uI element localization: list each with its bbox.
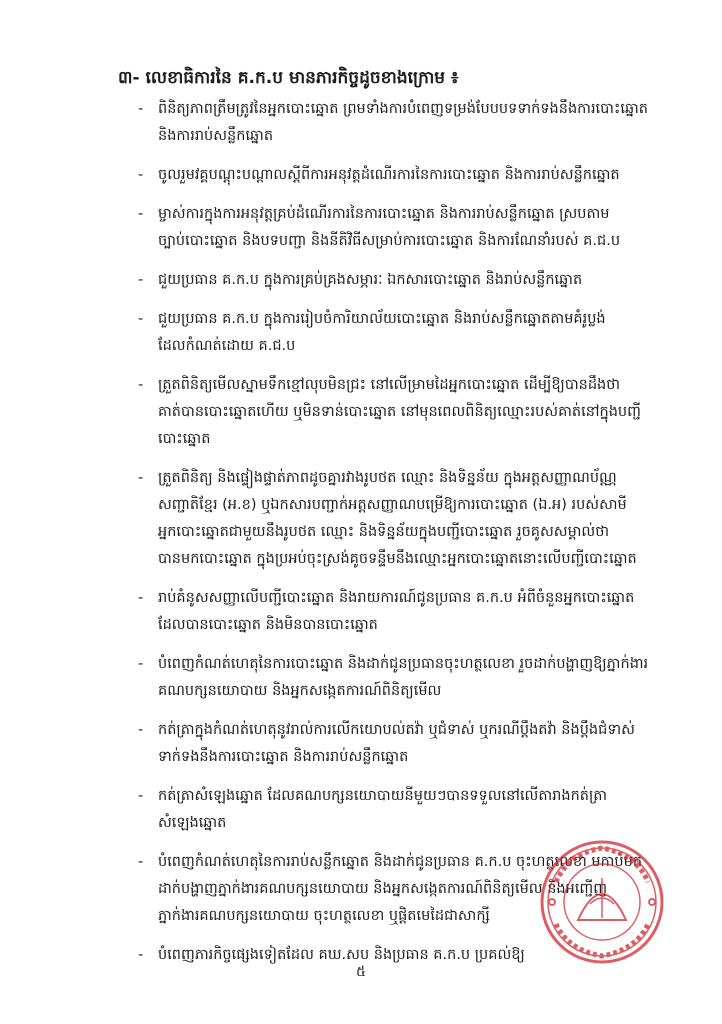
bullet-dash: - (138, 722, 144, 738)
bullet-dash: - (138, 206, 144, 222)
duty-text-line: កត់ត្រាសំឡេងឆ្នោត ដែលគណបក្សនយោបាយនីមួយៗបានទទួលនៅលើតារាងកត់ត្រា (158, 788, 608, 804)
duty-item (138, 585, 690, 639)
duty-text-line: បំពេញកំណត់ហេតុនៃការបោះឆ្នោត និងដាក់ជូនប្រធានចុះហត្ថលេខា រួចដាក់បង្ហាញឱ្យភ្នាក់ងារ (158, 656, 649, 672)
duty-text-line: បំពេញកំណត់ហេតុនៃការរាប់សន្លឹកឆ្នោត និងដាក់ជូនប្រធាន គ.ក.ប ចុះហត្ថលេខា មកាប់មក (158, 854, 643, 870)
bullet-dash: - (138, 788, 144, 804)
bullet-dash: - (138, 656, 144, 672)
duty-item (138, 306, 690, 360)
duty-item (138, 267, 690, 294)
duty-text-line: សំឡេងឆ្នោត (158, 815, 227, 831)
duty-text-line: រាប់គំនូសសញ្ញាលើបញ្ជីបោះឆ្នោត និងរាយការណ៍ជូនប្រធាន គ.ក.ប អំពីចំនួនអ្នកបោះឆ្នោត (158, 590, 635, 606)
bullet-dash: - (138, 101, 144, 117)
duty-text-line: ម្ចាស់ការក្នុងការអនុវត្តគ្រប់ដំណើរការនៃការបោះឆ្នោត និងការរាប់សន្លឹកឆ្នោត ស្របតាម (158, 206, 610, 222)
bullet-dash: - (138, 590, 144, 606)
duty-item (138, 96, 690, 150)
section-heading: ៣- លេខាធិការនៃ គ.ក.ប មានភារកិច្ចដូចខាងក្រោម ៖ (118, 68, 459, 88)
duty-text-line: ចូលរួមវគ្គបណ្តុះបណ្តាលស្តីពីការអនុវត្តដំណើរការនៃការបោះឆ្នោត និងការរាប់សន្លឹកឆ្នោត (158, 167, 620, 183)
duty-text-line: ដែលបានបោះឆ្នោត និងមិនបានបោះឆ្នោត (158, 617, 378, 633)
bullet-dash: - (138, 311, 144, 327)
bullet-dash: - (138, 167, 144, 183)
duty-text-line: និងការរាប់សន្លឹកឆ្នោត (158, 128, 274, 144)
page-number: ៥ (356, 964, 366, 980)
duty-text-line: បោះឆ្នោត (158, 431, 211, 447)
duty-text-line: គាត់បានបោះឆ្នោតហើយ ឬមិនទាន់បោះឆ្នោត នៅមុនពេលពិនិត្យឈ្មោះរបស់គាត់នៅក្នុងបញ្ជី (158, 404, 641, 420)
duty-text-line: ភ្នាក់ងារគណបក្សនយោបាយ ចុះហត្ថលេខា ឬផ្តិតមេដៃជាសាក្សី (158, 908, 490, 924)
bullet-dash: - (138, 947, 144, 963)
official-seal-stamp (538, 838, 666, 966)
duty-item (138, 372, 690, 453)
duty-text-line: ជួយប្រធាន គ.ក.ប ក្នុងការរៀបចំការិយាល័យបោះឆ្នោត និងរាប់សន្លឹកឆ្នោតតាមគំរូប្លង់ (158, 311, 606, 327)
duty-text-line: ដាក់បង្ហាញភ្នាក់ងារគណបក្សនយោបាយ និងអ្នកសង្កេតការណ៍ពិនិត្យមើល និងអញ្ជើញ (158, 881, 608, 897)
duty-text-line: អ្នកបោះឆ្នោតជាមួយនឹងរូបថត ឈ្មោះ និងទិន្នន័យក្នុងបញ្ជីបោះឆ្នោត រួចគូសសម្គាល់ថា (158, 524, 610, 540)
duty-text-line: ដែលកំណត់ដោយ គ.ជ.ប (158, 338, 296, 354)
duty-text-line: បានមកបោះឆ្នោត ក្នុងប្រអប់ចុះស្រង់គូចទន្ទឹមនឹងឈ្មោះអ្នកបោះឆ្នោតនោះលើបញ្ជីបោះឆ្នោត (158, 551, 637, 567)
duty-text-line: បំពេញភារកិច្ចផ្សេងទៀតដែល គឃ.សប និងប្រធាន គ.ក.ប ប្រគល់ឱ្យ (158, 947, 525, 963)
duty-item (138, 162, 690, 189)
duty-text-line: ច្បាប់បោះឆ្នោត និងបទបញ្ជា និងនីតិវិធីសម្រាប់ការបោះឆ្នោត និងការណែនាំរបស់ គ.ជ.ប (158, 233, 621, 249)
duty-text-line: ពិនិត្យភាពត្រឹមត្រូវនៃអ្នកបោះឆ្នោត ព្រមទាំងការបំពេញទម្រង់បែបបទទាក់ទងនឹងការបោះឆ្នោត (158, 101, 648, 117)
duty-text-line: ទាក់ទងនឹងការបោះឆ្នោត និងការរាប់សន្លឹកឆ្នោត (158, 749, 409, 765)
duty-text-line: គណបក្សនយោបាយ និងអ្នកសង្កេតការណ៍ពិនិត្យមើល (158, 683, 442, 699)
duty-item (138, 465, 690, 573)
bullet-dash: - (138, 470, 144, 486)
duty-item (138, 783, 690, 837)
bullet-dash: - (138, 272, 144, 288)
duty-item (138, 651, 690, 705)
duty-text-line: ត្រួតពិនិត្យ និងផ្ទៀងផ្ទាត់ភាពដូចគ្នារវាងរូបថត ឈ្មោះ និងទិន្នន័យ ក្នុងអត្តសញ្ញាណប័ណ្ណ (158, 470, 617, 486)
duty-text-line: កត់ត្រាក្នុងកំណត់ហេតុនូវរាល់ការលើកយោបល់តវ៉ា ឬជំទាស់ ឬករណីប្តឹងតវ៉ា និងប្តឹងជំទាស់ (158, 722, 635, 738)
bullet-dash: - (138, 377, 144, 393)
bullet-dash: - (138, 854, 144, 870)
duty-item (138, 201, 690, 255)
duty-text-line: ជួយប្រធាន គ.ក.ប ក្នុងការគ្រប់គ្រងសម្ភារៈ ឯកសារបោះឆ្នោត និងរាប់សន្លឹកឆ្នោត (158, 272, 583, 288)
duty-text-line: ត្រួតពិនិត្យមើលស្នាមទឹកខ្មៅលុបមិនជ្រះ នៅលើម្រាមដៃអ្នកបោះឆ្នោត ដើម្បីឱ្យបានដឹងថា (158, 377, 621, 393)
duty-text-line: សញ្ជាតិខ្មែរ (អ.ខ) ឬឯកសារបញ្ជាក់អត្តសញ្ញាណបម្រើឱ្យការបោះឆ្នោត (ឯ.អ) របស់សាមី (158, 497, 627, 513)
duty-item (138, 717, 690, 771)
